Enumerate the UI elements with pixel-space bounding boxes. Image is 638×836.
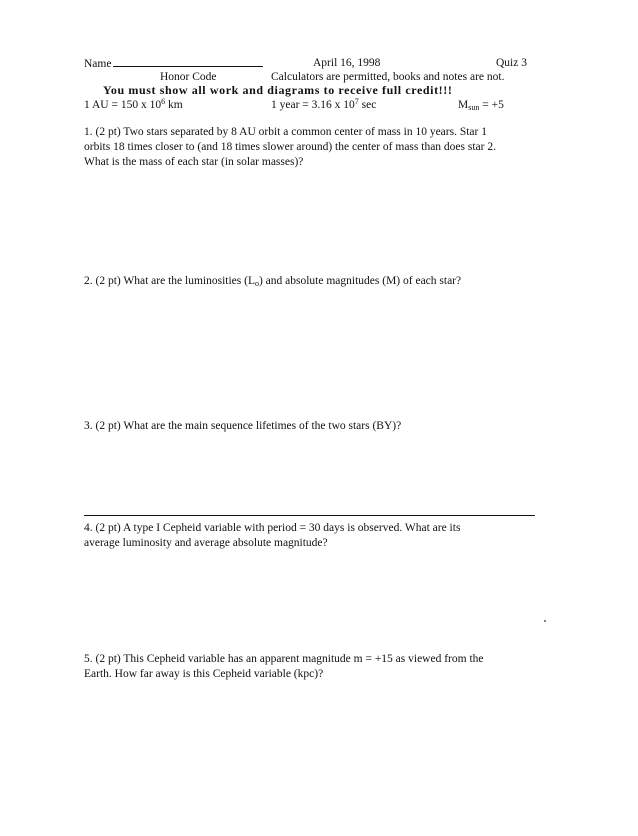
question-1-line-2: orbits 18 times closer to (and 18 times slower around) the center of mass than does star 2. [84,141,496,153]
name-blank-line [113,56,263,67]
question-4-line-2: average luminosity and average absolute magnitude? [84,537,328,549]
name-label: Name [84,58,112,70]
question-1-line-3: What is the mass of each star (in solar masses)? [84,156,304,168]
msun-value: = +5 [479,99,504,111]
honor-code-label: Honor Code [160,71,217,83]
question-4-line-1: 4. (2 pt) A type I Cepheid variable with period = 30 days is observed. What are its [84,522,461,534]
question-3 [84,419,534,434]
au-constant [84,98,183,112]
calculators-note: Calculators are permitted, books and notes are not. [271,71,505,83]
section-divider [84,515,535,516]
show-work-note: You must show all work and diagrams to receive full credit!!! [103,83,453,97]
au-exponent: 6 [161,97,166,106]
year-unit: sec [358,99,377,111]
question-4 [84,521,534,551]
question-2-text-a: 2. (2 pt) What are the luminosities (L [84,275,255,287]
quiz-number: Quiz 3 [496,57,527,69]
question-1 [84,125,534,170]
luminosity-subscript: o [254,279,259,288]
question-2-text-b: ) and absolute magnitudes (M) of each star? [258,275,462,287]
question-1-line-1: 1. (2 pt) Two stars separated by 8 AU orbit a common center of mass in 10 years. Star 1 [84,126,487,138]
msun-symbol: M [458,99,469,111]
quiz-date: April 16, 1998 [313,57,381,69]
year-constant [271,98,376,112]
scan-speck [544,620,546,622]
question-2-line-1 [84,274,534,289]
question-3-line-1: 3. (2 pt) What are the main sequence lifetimes of the two stars (BY)? [84,420,402,432]
question-5 [84,652,534,682]
sun-magnitude-constant [458,98,504,112]
au-constant-text: 1 AU = 150 x 10 [84,99,162,111]
au-unit: km [165,99,183,111]
question-2 [84,274,534,289]
msun-subscript: sun [468,103,480,112]
year-constant-text: 1 year = 3.16 x 10 [271,99,355,111]
question-5-line-1: 5. (2 pt) This Cepheid variable has an apparent magnitude m = +15 as viewed from the [84,653,484,665]
question-5-line-2: Earth. How far away is this Cepheid variable (kpc)? [84,668,324,680]
name-field [84,56,263,71]
year-exponent: 7 [354,97,359,106]
